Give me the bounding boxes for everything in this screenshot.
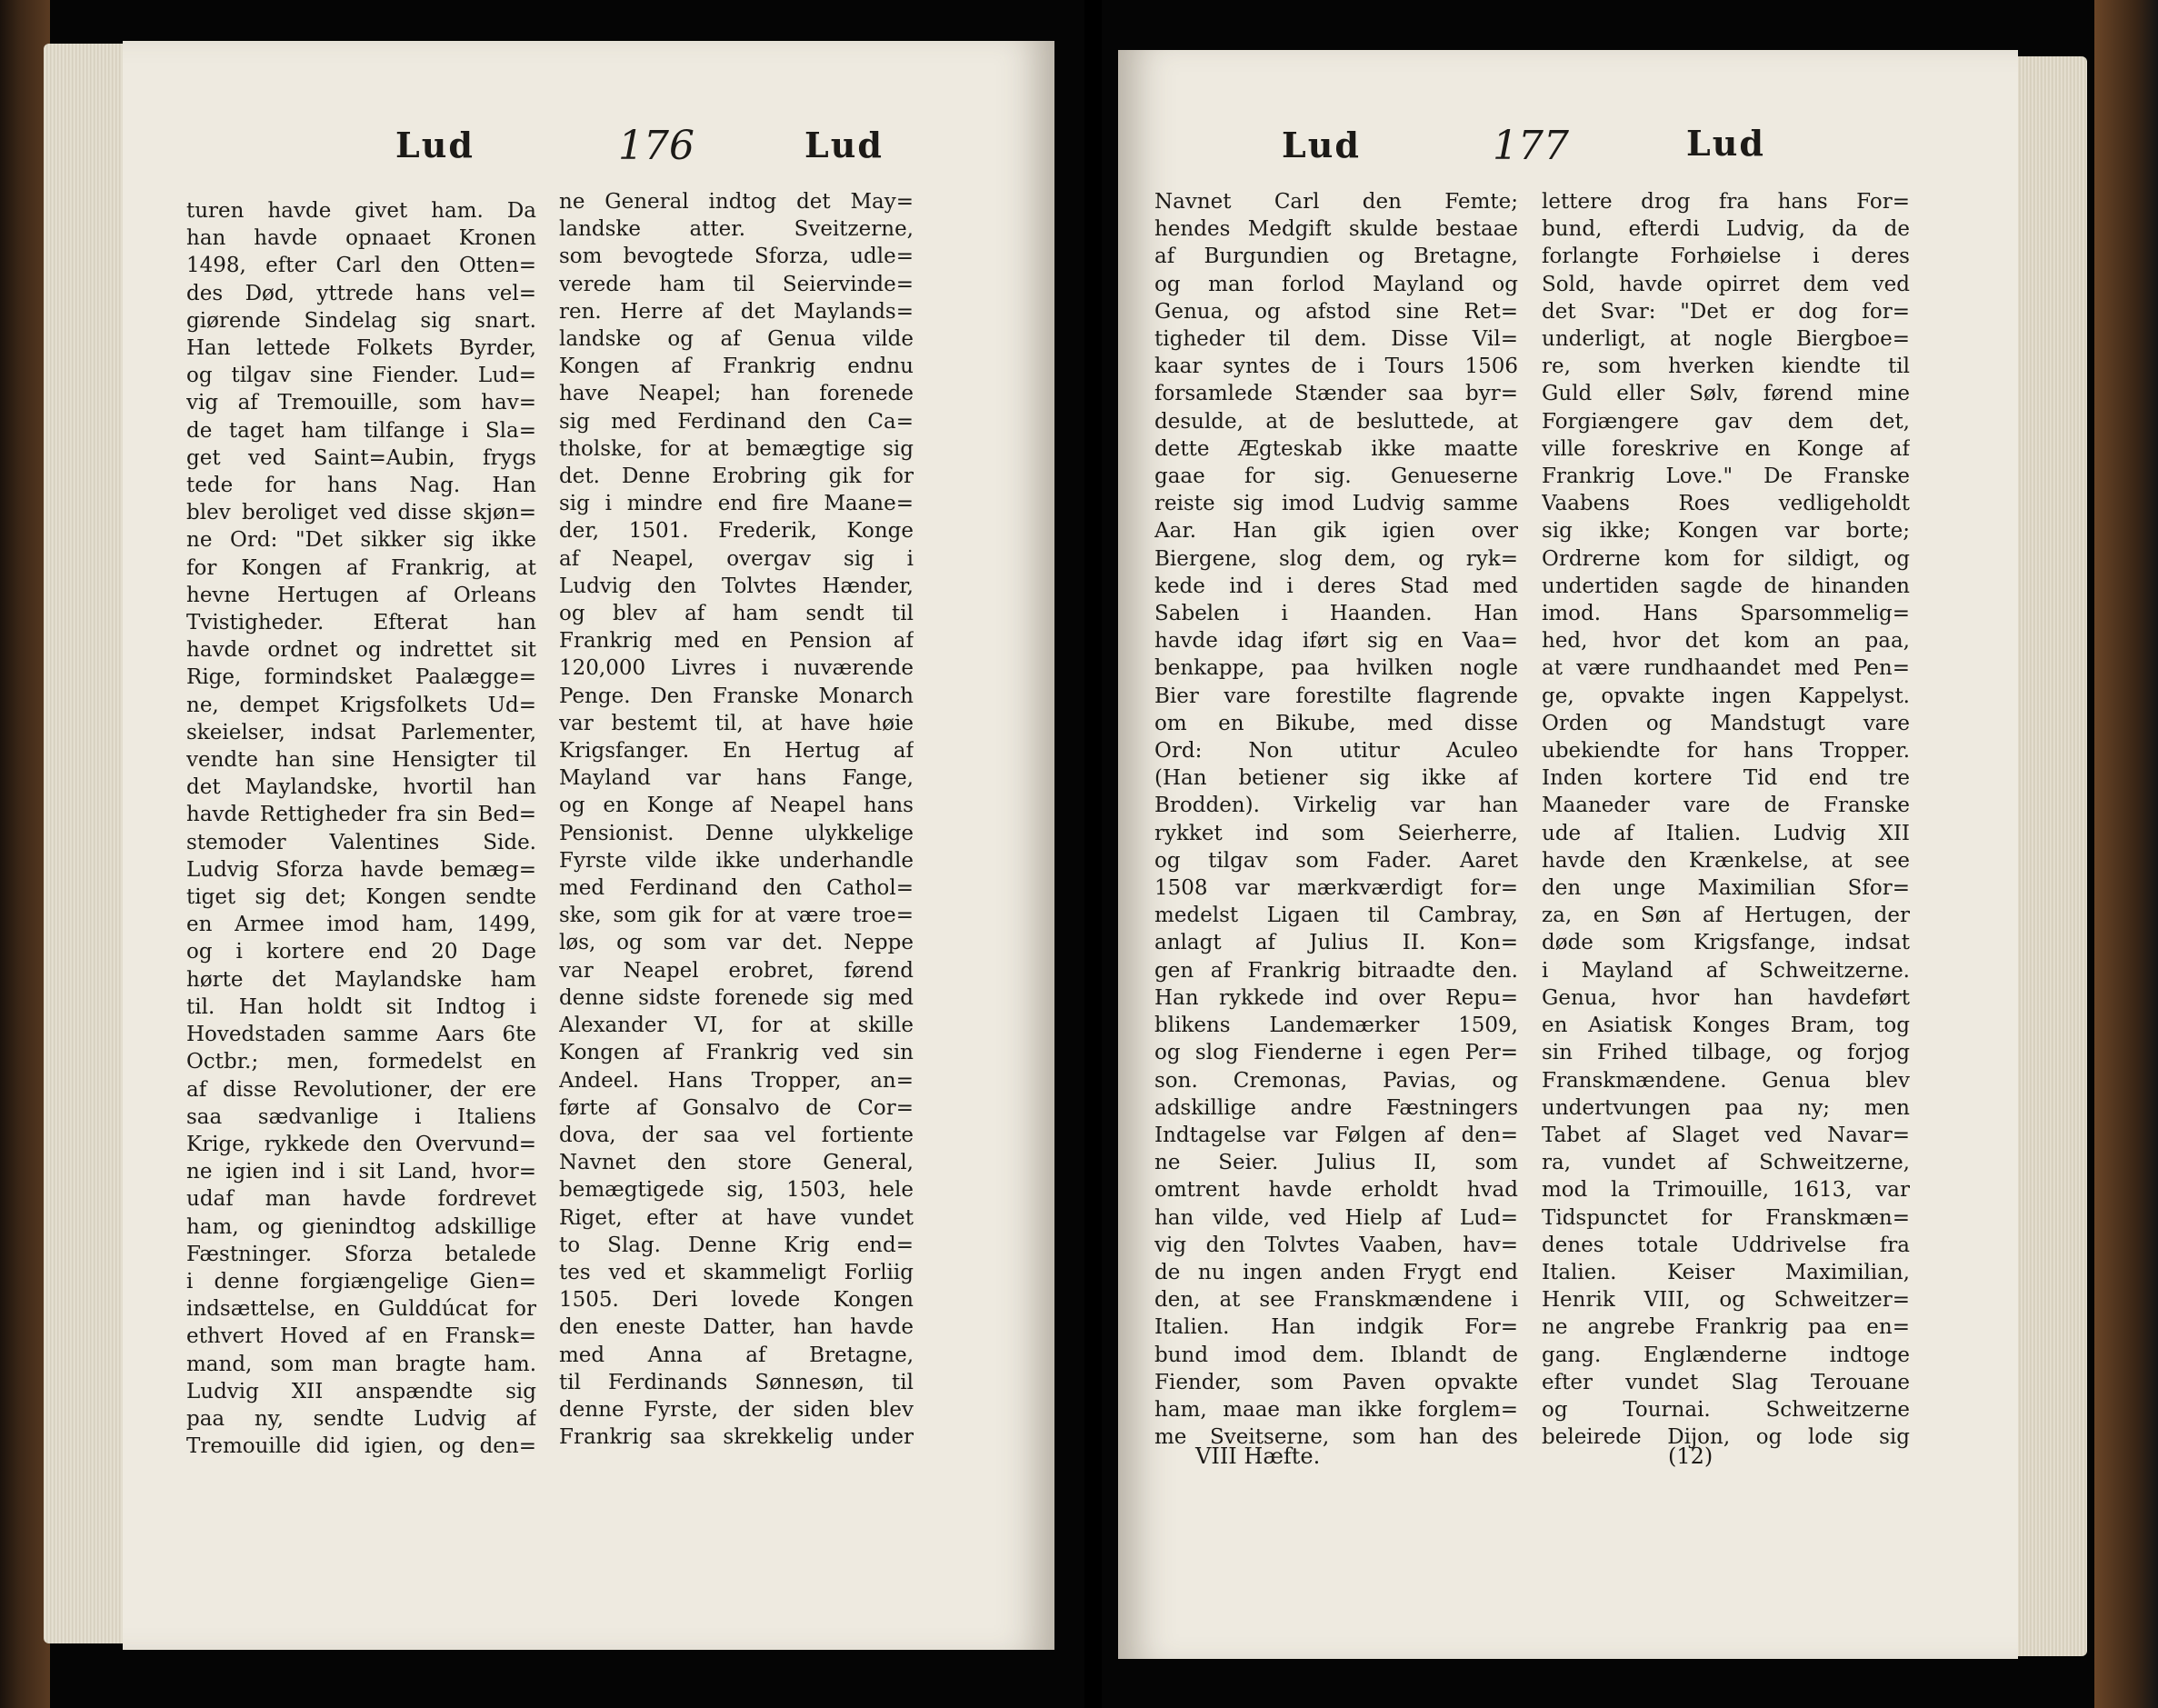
text-line: sig ikke; Kongen var borte; <box>1542 519 1910 544</box>
text-line: rykket ind som Seierherre, <box>1154 821 1518 845</box>
text-line: Ludvig XII anspændte sig <box>186 1379 536 1403</box>
text-line: forsamlede Stænder saa byr= <box>1154 382 1518 406</box>
text-line: benkappe, paa hvilken nogle <box>1154 656 1518 681</box>
text-column-1 <box>1154 188 1518 1451</box>
text-line: førte af Gonsalvo de Cor= <box>559 1095 914 1120</box>
text-line: ne Seier. Julius II, som <box>1154 1151 1518 1175</box>
text-line: Tidspunctet for Franskmæn= <box>1542 1205 1910 1230</box>
text-line: Kongen af Frankrig ved sin <box>559 1041 914 1065</box>
text-line: til. Han holdt sit Indtog i <box>186 994 536 1019</box>
text-line: get ved Saint=Aubin, frygs <box>186 445 536 470</box>
text-line: 120,000 Livres i nuværende <box>559 656 914 681</box>
text-line: og Tournai. Schweitzerne <box>1542 1397 1910 1422</box>
text-line: vendte han sine Hensigter til <box>186 748 536 773</box>
text-line: den, at see Franskmændene i <box>1154 1288 1518 1313</box>
text-line: det Maylandske, hvortil han <box>186 775 536 800</box>
text-line: Navnet den store General, <box>559 1151 914 1175</box>
text-line: hørte det Maylandske ham <box>186 967 536 992</box>
text-line: Penge. Den Franske Monarch <box>559 684 914 708</box>
text-line: omtrent havde erholdt hvad <box>1154 1178 1518 1203</box>
text-line: ham, maae man ikke forglem= <box>1154 1397 1518 1422</box>
text-line: var Neapel erobret, førend <box>559 958 914 983</box>
text-line: kaar syntes de i Tours 1506 <box>1154 355 1518 379</box>
text-line: Guld eller Sølv, førend mine <box>1542 382 1910 406</box>
text-line: Bier vare forestilte flagrende <box>1154 684 1518 708</box>
text-line: Italien. Keiser Maximilian, <box>1542 1260 1910 1284</box>
text-line: landske atter. Sveitzerne, <box>559 217 914 242</box>
text-line: medelst Ligaen til Cambray, <box>1154 904 1518 928</box>
text-line: gen af Frankrig bitraadte den. <box>1154 958 1518 983</box>
text-line: kede ind i deres Stad med <box>1154 574 1518 598</box>
text-line: 1498, efter Carl den Otten= <box>186 254 536 278</box>
text-line: ge, opvakte ingen Kappelyst. <box>1542 684 1910 708</box>
text-line: om en Bikube, med disse <box>1154 711 1518 735</box>
text-line: efter vundet Slag Terouane <box>1542 1370 1910 1394</box>
text-line: ham, og gienindtog adskillige <box>186 1214 536 1239</box>
text-line: denes totale Uddrivelse fra <box>1542 1233 1910 1257</box>
text-line: undertvungen paa ny; men <box>1542 1095 1910 1120</box>
text-line: Han lettede Folkets Byrder, <box>186 336 536 361</box>
text-line: blikens Landemærker 1509, <box>1154 1014 1518 1038</box>
text-line: Alexander VI, for at skille <box>559 1014 914 1038</box>
right-page <box>1118 50 2018 1659</box>
text-line: denne Fyrste, der siden blev <box>559 1397 914 1422</box>
text-line: Fiender, som Paven opvakte <box>1154 1370 1518 1394</box>
text-line: vig af Tremouille, som hav= <box>186 391 536 415</box>
text-line: tiget sig det; Kongen sendte <box>186 885 536 910</box>
text-line: og i kortere end 20 Dage <box>186 940 536 964</box>
text-line: de taget ham tilfange i Sla= <box>186 418 536 443</box>
text-line: Franskmændene. Genua blev <box>1542 1068 1910 1093</box>
text-line: Sabelen i Haanden. Han <box>1154 602 1518 626</box>
text-line: giørende Sindelag sig snart. <box>186 308 536 333</box>
text-line: ude af Italien. Ludvig XII <box>1542 821 1910 845</box>
book-cover-right <box>2094 0 2158 1708</box>
text-line: stemoder Valentines Side. <box>186 830 536 854</box>
book-cover-left <box>0 0 50 1708</box>
text-line: i Mayland af Schweitzerne. <box>1542 958 1910 983</box>
text-line: Ordrerne kom for sildigt, og <box>1542 546 1910 571</box>
text-line: at være rundhaandet med Pen= <box>1542 656 1910 681</box>
page-number: 177 <box>1493 123 1569 169</box>
text-line: han havde opnaaet Kronen <box>186 226 536 251</box>
text-line: tholske, for at bemægtige sig <box>559 436 914 461</box>
text-line: Sold, havde opirret dem ved <box>1542 272 1910 296</box>
text-line: Ludvig Sforza havde bemæg= <box>186 857 536 882</box>
text-line: hevne Hertugen af Orleans <box>186 583 536 607</box>
text-line: son. Cremonas, Pavias, og <box>1154 1068 1518 1093</box>
text-line: skeielser, indsat Parlementer, <box>186 720 536 744</box>
text-line: en Armee imod ham, 1499, <box>186 913 536 937</box>
text-line: sin Frihed tilbage, og forjog <box>1542 1041 1910 1065</box>
text-line: ne igien ind i sit Land, hvor= <box>186 1160 536 1184</box>
text-line: indsættelse, en Gulddúcat for <box>186 1297 536 1322</box>
text-line: gaae for sig. Genueserne <box>1154 464 1518 489</box>
text-line: Henrik VIII, og Schweitzer= <box>1542 1288 1910 1313</box>
text-line: Ord: Non utitur Aculeo <box>1154 739 1518 764</box>
text-line: ville foreskrive en Konge af <box>1542 436 1910 461</box>
text-line: ne Ord: "Det sikker sig ikke <box>186 528 536 553</box>
text-line: ne angrebe Frankrig paa en= <box>1542 1315 1910 1340</box>
text-line: Krige, rykkede den Overvund= <box>186 1132 536 1156</box>
text-line: der, 1501. Frederik, Konge <box>559 519 914 544</box>
text-line: til Ferdinands Sønnesøn, til <box>559 1370 914 1394</box>
text-line: imod. Hans Sparsommelig= <box>1542 602 1910 626</box>
text-line: Mayland var hans Fange, <box>559 766 914 791</box>
text-line: bund imod dem. Iblandt de <box>1154 1343 1518 1367</box>
text-line: Ludvig den Tolvtes Hænder, <box>559 574 914 598</box>
text-line: sig i mindre end fire Maane= <box>559 492 914 516</box>
text-line: Hovedstaden samme Aars 6te <box>186 1023 536 1047</box>
text-line: bund, efterdi Ludvig, da de <box>1542 217 1910 242</box>
text-line: Tremouille did igien, og den= <box>186 1434 536 1459</box>
text-line: af Burgundien og Bretagne, <box>1154 245 1518 269</box>
text-line: Krigsfanger. En Hertug af <box>559 739 914 764</box>
text-line: ren. Herre af det Maylands= <box>559 299 914 324</box>
text-line: Italien. Han indgik For= <box>1154 1315 1518 1340</box>
text-line: Vaabens Roes vedligeholdt <box>1542 492 1910 516</box>
text-line: som bevogtede Sforza, udle= <box>559 245 914 269</box>
text-line: Genua, og afstod sine Ret= <box>1154 299 1518 324</box>
text-column-1 <box>186 197 536 1460</box>
text-line: ra, vundet af Schweitzerne, <box>1542 1151 1910 1175</box>
text-line: ne, dempet Krigsfolkets Ud= <box>186 693 536 717</box>
text-line: tede for hans Nag. Han <box>186 474 536 498</box>
text-line: blev beroliget ved disse skjøn= <box>186 501 536 525</box>
text-line: Indtagelse var Følgen af den= <box>1154 1123 1518 1147</box>
text-line: Brodden). Virkelig var han <box>1154 794 1518 818</box>
text-line: Maaneder vare de Franske <box>1542 794 1910 818</box>
text-line: Inden kortere Tid end tre <box>1542 766 1910 791</box>
text-line: og blev af ham sendt til <box>559 602 914 626</box>
text-line: adskillige andre Fæstningers <box>1154 1095 1518 1120</box>
text-line: og tilgav sine Fiender. Lud= <box>186 364 536 388</box>
text-line: me Sveitserne, som han des <box>1154 1425 1518 1450</box>
text-line: ubekiendte for hans Tropper. <box>1542 739 1910 764</box>
text-line: bemægtigede sig, 1503, hele <box>559 1178 914 1203</box>
text-line: havde idag iført sig en Vaa= <box>1154 629 1518 654</box>
text-line: beleirede Dijon, og lode sig <box>1542 1425 1910 1450</box>
text-line: desulde, at de besluttede, at <box>1154 409 1518 434</box>
text-line: den eneste Datter, han havde <box>559 1315 914 1340</box>
running-head-left: Lud <box>1282 125 1361 165</box>
text-line: paa ny, sendte Ludvig af <box>186 1406 536 1431</box>
text-line: Frankrig Love." De Franske <box>1542 464 1910 489</box>
text-line: havde ordnet og indrettet sit <box>186 638 536 663</box>
text-line: Aar. Han gik igien over <box>1154 519 1518 544</box>
text-line: 1508 var mærkværdigt for= <box>1154 876 1518 901</box>
text-line: med Anna af Bretagne, <box>559 1343 914 1367</box>
text-line: ske, som gik for at være troe= <box>559 904 914 928</box>
text-line: af disse Revolutioner, der ere <box>186 1077 536 1102</box>
text-line: gang. Englænderne indtoge <box>1542 1343 1910 1367</box>
text-line: Frankrig saa skrekkelig under <box>559 1425 914 1450</box>
text-line: Rige, formindsket Paalægge= <box>186 665 536 690</box>
text-line: mand, som man bragte ham. <box>186 1352 536 1376</box>
text-line: Navnet Carl den Femte; <box>1154 190 1518 214</box>
text-line: Octbr.; men, formedelst en <box>186 1050 536 1074</box>
signature-mark: VIII Hæfte. <box>1195 1443 1321 1469</box>
text-line: vig den Tolvtes Vaaben, hav= <box>1154 1233 1518 1257</box>
text-line: Fyrste vilde ikke underhandle <box>559 848 914 873</box>
text-line: Fæstninger. Sforza betalede <box>186 1242 536 1266</box>
text-line: sig med Ferdinand den Ca= <box>559 409 914 434</box>
text-line: af Neapel, overgav sig i <box>559 546 914 571</box>
text-line: verede ham til Seiervinde= <box>559 272 914 296</box>
text-line: og man forlod Mayland og <box>1154 272 1518 296</box>
text-line: mod la Trimouille, 1613, var <box>1542 1178 1910 1203</box>
text-line: Riget, efter at have vundet <box>559 1205 914 1230</box>
text-line: i denne forgiængelige Gien= <box>186 1269 536 1293</box>
text-line: Tvistigheder. Efterat han <box>186 611 536 635</box>
running-head-right: Lud <box>804 125 884 165</box>
text-line: med Ferdinand den Cathol= <box>559 876 914 901</box>
text-line: ethvert Hoved af en Fransk= <box>186 1324 536 1349</box>
text-line: Andeel. Hans Tropper, an= <box>559 1068 914 1093</box>
text-line: undertiden sagde de hinanden <box>1542 574 1910 598</box>
text-line: ne General indtog det May= <box>559 190 914 214</box>
text-line: Han rykkede ind over Repu= <box>1154 985 1518 1010</box>
page-number: 176 <box>618 123 694 169</box>
text-line: (Han betiener sig ikke af <box>1154 766 1518 791</box>
image-divider <box>1084 0 1102 1708</box>
text-line: reiste sig imod Ludvig samme <box>1154 492 1518 516</box>
text-line: det. Denne Erobring gik for <box>559 464 914 489</box>
text-line: og slog Fienderne i egen Per= <box>1154 1041 1518 1065</box>
text-column-2 <box>559 188 914 1451</box>
text-line: Forgiængere gav dem det, <box>1542 409 1910 434</box>
text-line: Genua, hvor han havdeført <box>1542 985 1910 1010</box>
text-line: to Slag. Denne Krig end= <box>559 1233 914 1257</box>
text-line: Biergene, slog dem, og ryk= <box>1154 546 1518 571</box>
text-line: var bestemt til, at have høie <box>559 711 914 735</box>
text-line: og en Konge af Neapel hans <box>559 794 914 818</box>
text-line: anlagt af Julius II. Kon= <box>1154 931 1518 955</box>
text-line: turen havde givet ham. Da <box>186 199 536 223</box>
text-line: 1505. Deri lovede Kongen <box>559 1288 914 1313</box>
text-line: tes ved et skammeligt Forliig <box>559 1260 914 1284</box>
text-line: hendes Medgift skulde bestaae <box>1154 217 1518 242</box>
text-line: de nu ingen anden Frygt end <box>1154 1260 1518 1284</box>
running-head-right: Lud <box>1686 123 1765 164</box>
text-line: denne sidste forenede sig med <box>559 985 914 1010</box>
text-line: Kongen af Frankrig endnu <box>559 355 914 379</box>
text-line: dova, der saa vel fortiente <box>559 1123 914 1147</box>
text-line: re, som hverken kiendte til <box>1542 355 1910 379</box>
text-line: Frankrig med en Pension af <box>559 629 914 654</box>
text-line: udaf man havde fordrevet <box>186 1187 536 1212</box>
text-line: han vilde, ved Hielp af Lud= <box>1154 1205 1518 1230</box>
text-line: dette Ægteskab ikke maatte <box>1154 436 1518 461</box>
text-line: for Kongen af Frankrig, at <box>186 555 536 580</box>
text-line: forlangte Forhøielse i deres <box>1542 245 1910 269</box>
text-line: den unge Maximilian Sfor= <box>1542 876 1910 901</box>
text-line: underligt, at nogle Biergboe= <box>1542 327 1910 352</box>
text-line: havde Rettigheder fra sin Bed= <box>186 803 536 827</box>
text-line: løs, og som var det. Neppe <box>559 931 914 955</box>
text-column-2 <box>1542 188 1910 1451</box>
text-line: Pensionist. Denne ulykkelige <box>559 821 914 845</box>
text-line: havde den Krænkelse, at see <box>1542 848 1910 873</box>
text-line: saa sædvanlige i Italiens <box>186 1104 536 1129</box>
running-head-left: Lud <box>395 125 475 165</box>
text-line: lettere drog fra hans For= <box>1542 190 1910 214</box>
text-line: des Død, yttrede hans vel= <box>186 281 536 305</box>
text-line: det Svar: "Det er dog for= <box>1542 299 1910 324</box>
text-line: døde som Krigsfange, indsat <box>1542 931 1910 955</box>
text-line: en Asiatisk Konges Bram, tog <box>1542 1014 1910 1038</box>
text-line: tigheder til dem. Disse Vil= <box>1154 327 1518 352</box>
text-line: hed, hvor det kom an paa, <box>1542 629 1910 654</box>
text-line: og tilgav som Fader. Aaret <box>1154 848 1518 873</box>
sheet-number: (12) <box>1668 1443 1713 1469</box>
text-line: have Neapel; han forenede <box>559 382 914 406</box>
text-line: Tabet af Slaget ved Navar= <box>1542 1123 1910 1147</box>
text-line: za, en Søn af Hertugen, der <box>1542 904 1910 928</box>
left-page <box>123 41 1054 1650</box>
text-line: Orden og Mandstugt vare <box>1542 711 1910 735</box>
text-line: landske og af Genua vilde <box>559 327 914 352</box>
